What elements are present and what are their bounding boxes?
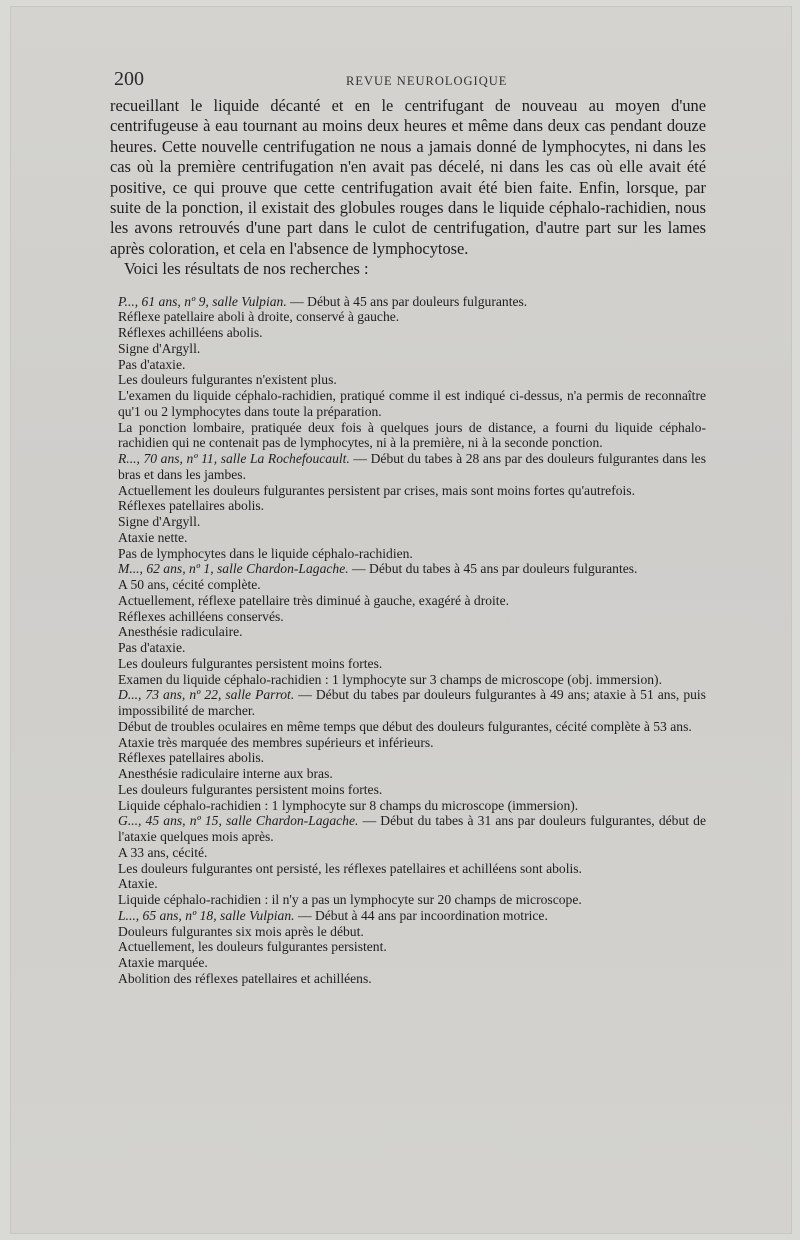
- case-name: P..., 61 ans, nº 9, salle Vulpian.: [118, 293, 287, 309]
- case-line-text: — Début du tabes à 28 ans par des douleurs fulgurantes dans les bras et dans les jambes.: [118, 451, 706, 482]
- case-heading: [110, 294, 706, 310]
- case-line: L'examen du liquide céphalo-rachidien, pratiqué comme il est indiqué ci-dessus, n'a permis de reconnaître qu'1 ou 2 lymphocytes dans toute la préparation.: [118, 388, 706, 419]
- case-name: L..., 65 ans, nº 18, salle Vulpian.: [118, 907, 295, 923]
- case-name: M..., 62 ans, nº 1, salle Chardon-Lagache.: [118, 561, 349, 577]
- case-name: R..., 70 ans, nº 11, salle La Rochefoucault.: [118, 451, 350, 467]
- case-line-text: — Début à 45 ans par douleurs fulgurantes.: [286, 293, 528, 309]
- case-line: Ataxie marquée.: [118, 955, 208, 971]
- body-text: [110, 96, 706, 987]
- case-entry: [110, 451, 706, 561]
- case-heading: [110, 813, 706, 845]
- case-line: Signe d'Argyll.: [118, 340, 201, 356]
- case-line: Réflexes patellaires abolis.: [118, 750, 265, 766]
- case-entry: [110, 687, 706, 813]
- case-line: Les douleurs fulgurantes persistent moins fortes.: [118, 655, 383, 671]
- case-line: Anesthésie radiculaire interne aux bras.: [118, 766, 333, 782]
- case-line: Pas d'ataxie.: [118, 640, 186, 656]
- case-line: Liquide céphalo-rachidien : il n'y a pas un lymphocyte sur 20 champs de microscope.: [118, 892, 582, 908]
- case-line: Examen du liquide céphalo-rachidien : 1 lymphocyte sur 3 champs de microscope (obj. immersion).: [118, 671, 662, 687]
- case-line: Réflexe patellaire aboli à droite, conservé à gauche.: [118, 309, 400, 325]
- case-line: Réflexes patellaires abolis.: [118, 498, 265, 514]
- case-line: Abolition des réflexes patellaires et achilléens.: [118, 970, 372, 986]
- case-line: Actuellement, les douleurs fulgurantes persistent.: [118, 939, 387, 955]
- case-name: D..., 73 ans, nº 22, salle Parrot.: [118, 687, 295, 703]
- case-line: Signe d'Argyll.: [118, 514, 201, 530]
- case-line: Ataxie.: [118, 876, 158, 892]
- case-line: A 33 ans, cécité.: [118, 844, 208, 860]
- case-line: Ataxie très marquée des membres supérieurs et inférieurs.: [118, 734, 434, 750]
- case-heading: [110, 908, 706, 924]
- page-number: 200: [114, 68, 144, 90]
- case-name: G..., 45 ans, nº 15, salle Chardon-Lagache.: [118, 813, 359, 829]
- case-line-text: — Début du tabes par douleurs fulgurantes à 49 ans; ataxie à 51 ans, puis impossibilité de marcher.: [118, 687, 706, 719]
- case-line-text: — Début du tabes à 45 ans par douleurs fulgurantes.: [348, 561, 638, 577]
- case-entry: [110, 561, 706, 687]
- case-line: Pas de lymphocytes dans le liquide céphalo-rachidien.: [118, 545, 413, 561]
- case-line: La ponction lombaire, pratiquée deux fois à quelques jours de distance, a fourni du liquide céphalo-rachidien qui ne contenait pas de lymphocytes, ni à la première, ni à la seconde ponction.: [118, 419, 706, 451]
- intro-paragraph-1: recueillant le liquide décanté et en le centrifugant de nouveau au moyen d'une centrifugeuse à eau tournant au moins deux heures et même dans deux cas pendant douze heures. Cette nouvelle centrifugation ne nous a jamais donné de lymphocytes, ni dans les cas où la première centrifugation n'en avait pas décelé, ni dans les cas où elle avait été positive, ce qui prouve que cette centrifugation avait été bien faite. Enfin, lorsque, par suite de la ponction, il existait des globules rouges dans le liquide céphalo-rachidien, nous les avons retrouvés d'une part dans le culot de centrifugation, d'autre part sur les lames après coloration, et cela en l'absence de lymphocytose.: [110, 96, 706, 258]
- case-line: Actuellement, réflexe patellaire très diminué à gauche, exagéré à droite.: [118, 592, 509, 608]
- case-line: Anesthésie radiculaire.: [118, 624, 243, 640]
- case-line: Actuellement les douleurs fulgurantes persistent par crises, mais sont moins fortes qu'autrefois.: [118, 482, 636, 498]
- intro-paragraph-2: Voici les résultats de nos recherches :: [124, 259, 369, 279]
- case-line: Les douleurs fulgurantes ont persisté, les réflexes patellaires et achilléens sont abolis.: [118, 860, 582, 876]
- case-heading: [110, 561, 706, 577]
- case-list: [110, 294, 706, 987]
- case-line: Début de troubles oculaires en même temps que début des douleurs fulgurantes, cécité complète à 53 ans.: [118, 718, 692, 734]
- case-entry: [110, 813, 706, 908]
- intro-paragraph: [110, 96, 706, 280]
- case-line: Pas d'ataxie.: [118, 356, 186, 372]
- case-line-text: — Début du tabes à 31 ans par douleurs fulgurantes, début de l'ataxie quelques mois après.: [118, 813, 707, 845]
- page-header: [114, 66, 714, 94]
- case-line: Les douleurs fulgurantes n'existent plus.: [118, 372, 337, 388]
- case-line: Liquide céphalo-rachidien : 1 lymphocyte sur 8 champs du microscope (immersion).: [118, 797, 579, 813]
- case-line: Les douleurs fulgurantes persistent moins fortes.: [118, 781, 383, 797]
- case-heading: [110, 451, 706, 483]
- case-entry: [110, 294, 706, 452]
- case-entry: [110, 908, 706, 987]
- case-heading: [110, 687, 706, 719]
- case-line: Réflexes achilléens conservés.: [118, 608, 284, 624]
- case-line: Douleurs fulgurantes six mois après le début.: [118, 923, 364, 939]
- case-line: A 50 ans, cécité complète.: [118, 577, 261, 593]
- case-line: Réflexes achilléens abolis.: [118, 325, 263, 341]
- case-line-text: — Début à 44 ans par incoordination motrice.: [294, 907, 548, 923]
- running-title: REVUE NEUROLOGIQUE: [346, 74, 508, 88]
- case-line: Ataxie nette.: [118, 529, 188, 545]
